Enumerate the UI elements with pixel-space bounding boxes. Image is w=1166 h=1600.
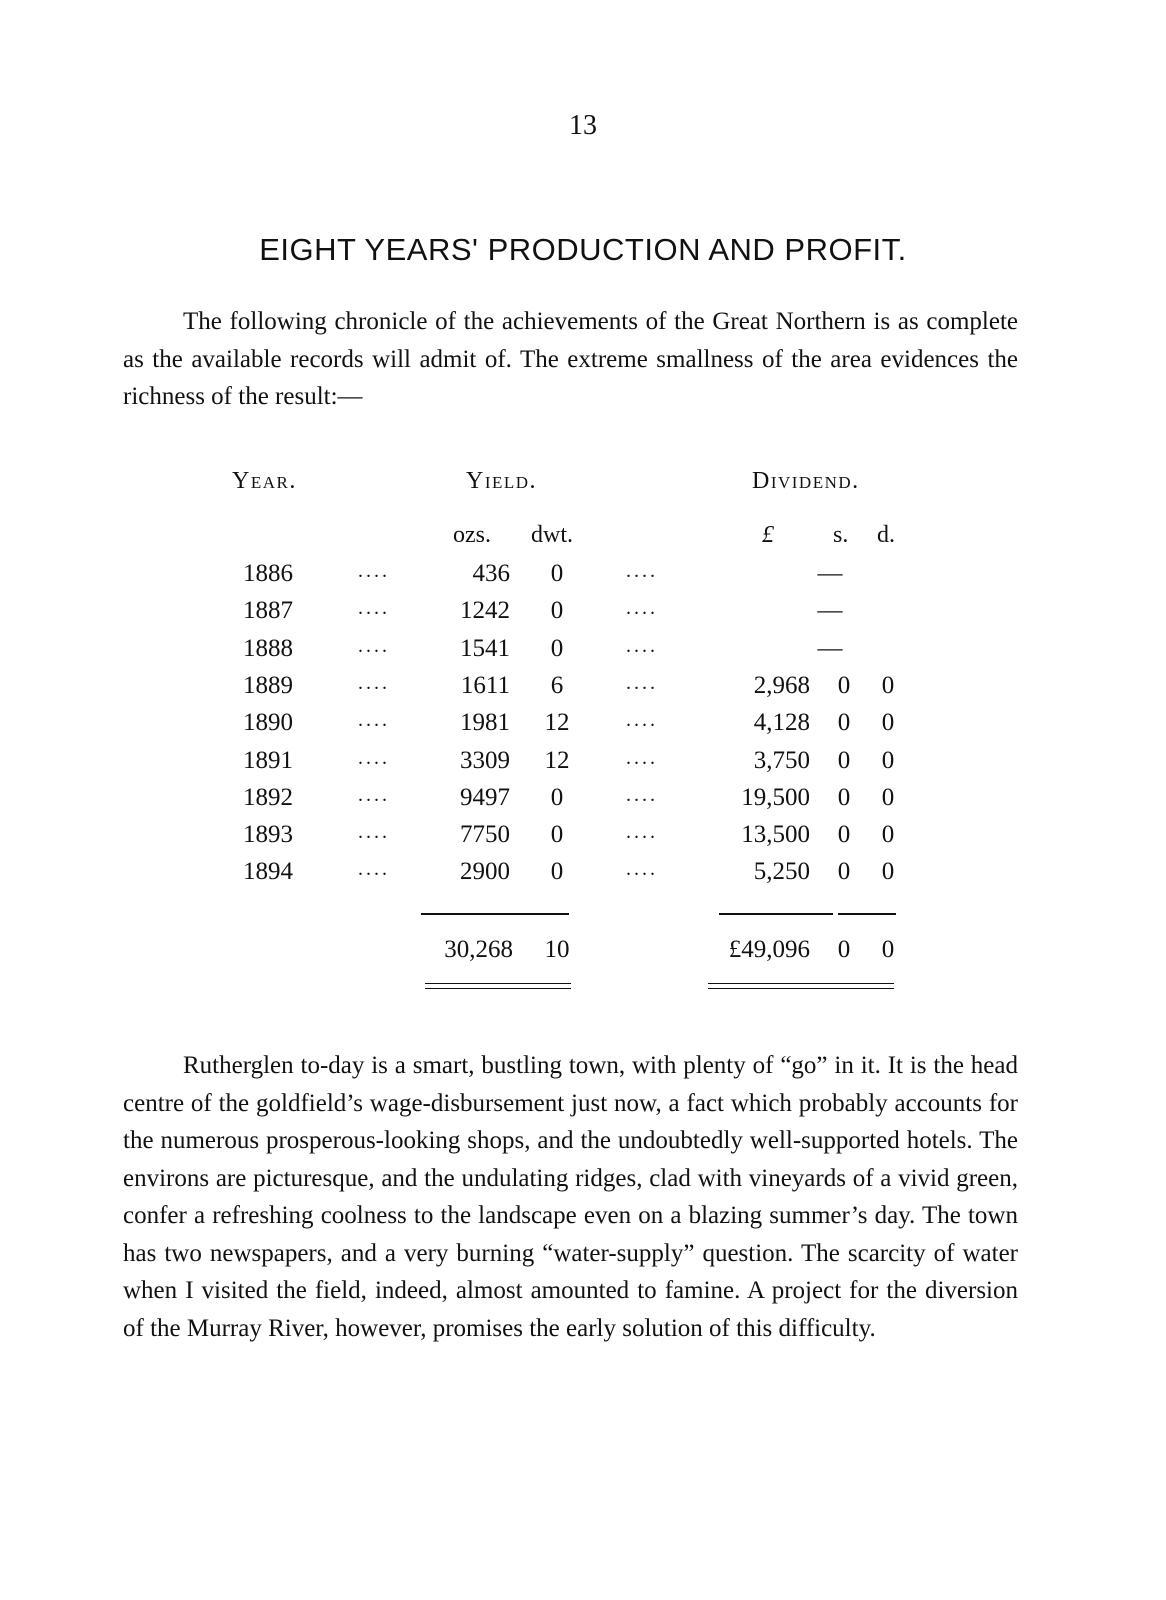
yield-double-rule-bottom — [425, 988, 571, 989]
row-ozs: 2900 — [460, 858, 510, 886]
row-dwt: 12 — [544, 709, 570, 737]
row-ozs: 1611 — [460, 671, 510, 699]
row-year: 1894 — [243, 858, 293, 886]
row-dwt: 0 — [550, 597, 564, 625]
leader-dots: .... — [358, 746, 390, 769]
row-ozs: 1981 — [460, 709, 510, 737]
ozs-unit: ozs. — [453, 522, 491, 548]
row-year: 1887 — [243, 597, 293, 625]
row-pounds: 3,750 — [753, 746, 810, 774]
row-year: 1889 — [243, 671, 293, 699]
row-pounds: — — [817, 634, 843, 662]
dividend-double-rule-bottom — [708, 988, 894, 989]
leader-dots: .... — [358, 597, 390, 620]
yield-header: Yield. — [466, 468, 538, 494]
total-shillings: 0 — [837, 936, 851, 963]
dividend-double-rule-top — [708, 983, 894, 984]
shillings-unit: s. — [833, 522, 849, 548]
row-pounds: 19,500 — [741, 783, 810, 811]
year-header: Year. — [232, 468, 297, 494]
leader-dots: .... — [626, 671, 658, 694]
total-dwt: 10 — [544, 936, 570, 963]
row-ozs: 9497 — [460, 783, 510, 811]
row-shillings: 0 — [837, 858, 851, 886]
pence-unit: d. — [877, 522, 895, 548]
row-shillings: 0 — [837, 783, 851, 811]
row-year: 1892 — [243, 783, 293, 811]
row-year: 1893 — [243, 821, 293, 849]
row-dwt: 6 — [550, 671, 564, 699]
dwt-unit: dwt. — [531, 522, 573, 548]
row-pounds: — — [817, 597, 843, 625]
total-pounds: £49,096 — [728, 936, 810, 963]
row-year: 1890 — [243, 709, 293, 737]
leader-dots: .... — [626, 597, 658, 620]
leader-dots: .... — [626, 634, 658, 657]
leader-dots: .... — [358, 560, 390, 582]
row-pence: 0 — [881, 783, 895, 811]
body-paragraph: Rutherglen to-day is a smart, bustling town, with plenty of “go” in it. It is the head centre of the goldfield’s wage-disbursement just now, a fact which probably accounts for the numerous prosperous-looking shops, and the undoubtedly well-supported hotels. The environs are picturesque, and the undulating ridges, clad with vineyards of a vivid green, confer a refreshing coolness to the landscape even on a blazing summer’s day. The town has two newspapers, and a very burning “water-supply” question. The scarcity of water when I visited the field, indeed, almost amounted to famine. A project for the diversion of the Murray River, however, promises the early solution of this difficulty. — [123, 1052, 1018, 1342]
row-dwt: 0 — [550, 783, 564, 811]
pounds-unit: £ — [762, 522, 774, 548]
leader-dots: .... — [626, 783, 658, 806]
row-pence: 0 — [881, 709, 895, 737]
row-year: 1886 — [243, 560, 293, 587]
row-dwt: 0 — [550, 858, 564, 886]
yield-double-rule-top — [425, 983, 571, 984]
leader-dots: .... — [358, 821, 390, 844]
leader-dots: .... — [626, 821, 658, 844]
row-shillings: 0 — [837, 671, 851, 699]
row-pounds: — — [817, 560, 843, 587]
leader-dots: .... — [358, 634, 390, 657]
leader-dots: .... — [358, 783, 390, 806]
leader-dots: .... — [626, 746, 658, 769]
dividend-sum-rule — [719, 913, 833, 915]
total-ozs: 30,268 — [444, 936, 513, 963]
row-year: 1891 — [243, 746, 293, 774]
row-dwt: 0 — [550, 821, 564, 849]
row-ozs: 1242 — [460, 597, 510, 625]
row-pence: 0 — [881, 746, 895, 774]
dividend-sum-rule-2 — [838, 913, 896, 915]
row-dwt: 0 — [550, 634, 564, 662]
row-ozs: 7750 — [460, 821, 510, 849]
leader-dots: .... — [358, 709, 390, 732]
row-pence: 0 — [881, 821, 895, 849]
leader-dots: .... — [626, 709, 658, 732]
row-pence: 0 — [881, 858, 895, 886]
row-shillings: 0 — [837, 821, 851, 849]
page-number: 13 — [569, 110, 597, 141]
leader-dots: .... — [358, 858, 390, 881]
row-dwt: 12 — [544, 746, 570, 774]
row-pence: 0 — [881, 671, 895, 699]
leader-dots: .... — [626, 858, 658, 881]
dividend-header: Dividend. — [752, 468, 860, 494]
row-dwt: 0 — [550, 560, 564, 587]
row-pounds: 5,250 — [753, 858, 810, 886]
total-pence: 0 — [881, 936, 895, 963]
row-ozs: 3309 — [460, 746, 510, 774]
intro-paragraph: The following chronicle of the achievements of the Great Northern is as complete as the available records will admit of. The extreme smallness of the area evidences the richness of the result:— — [123, 308, 1018, 410]
row-pounds: 13,500 — [741, 821, 810, 849]
row-pounds: 2,968 — [753, 671, 810, 699]
row-ozs: 1541 — [460, 634, 510, 662]
row-ozs: 436 — [472, 560, 510, 587]
row-pounds: 4,128 — [753, 709, 810, 737]
page-title: EIGHT YEARS' PRODUCTION AND PROFIT. — [259, 232, 907, 267]
leader-dots: .... — [626, 560, 658, 582]
row-year: 1888 — [243, 634, 293, 662]
leader-dots: .... — [358, 671, 390, 694]
yield-sum-rule — [421, 913, 569, 915]
row-shillings: 0 — [837, 746, 851, 774]
row-shillings: 0 — [837, 709, 851, 737]
